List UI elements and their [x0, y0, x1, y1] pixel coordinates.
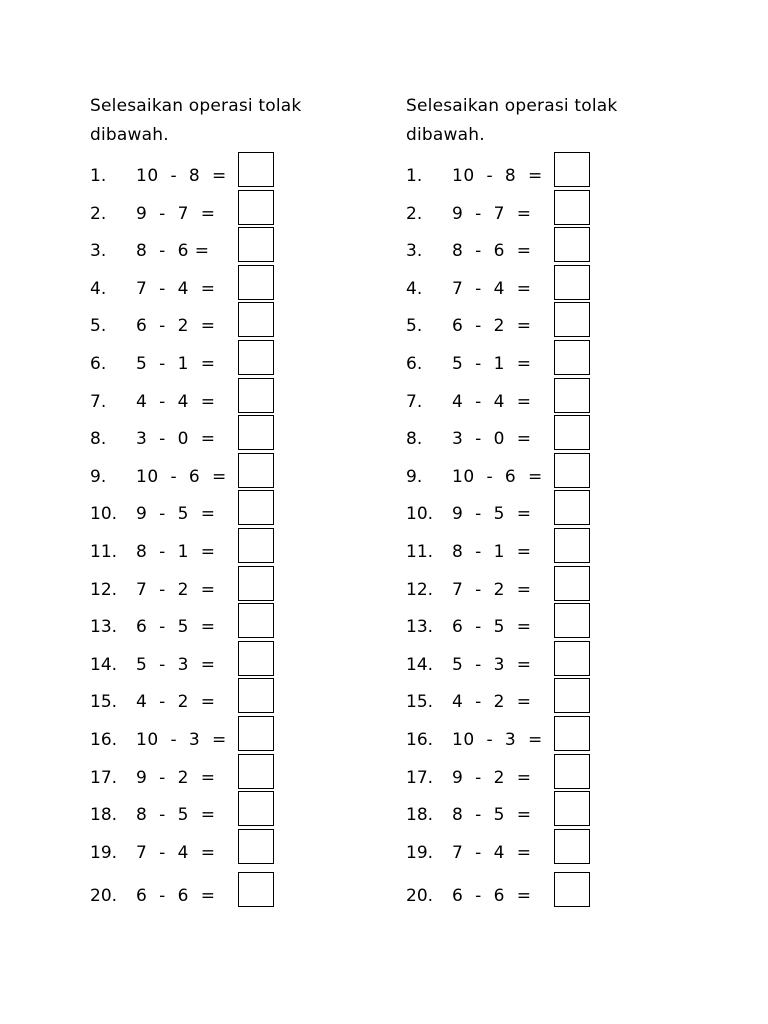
question-number: 11. — [406, 541, 434, 562]
subtraction-expression: 8 - 6 = — [452, 241, 532, 262]
subtraction-expression: 10 - 3 = — [136, 729, 227, 750]
subtraction-expression: 3 - 0 = — [136, 429, 216, 450]
question-number: 12. — [90, 579, 118, 600]
question-number: 15. — [90, 692, 118, 713]
answer-box[interactable] — [554, 190, 590, 225]
question-list — [406, 165, 666, 923]
question-row — [406, 579, 666, 617]
answer-box[interactable] — [238, 190, 274, 225]
subtraction-expression: 5 - 1 = — [452, 353, 532, 374]
answer-box[interactable] — [238, 378, 274, 413]
subtraction-expression: 7 - 4 = — [136, 842, 216, 863]
question-row — [406, 541, 666, 579]
question-number: 7. — [90, 391, 107, 412]
question-row — [406, 842, 666, 880]
question-number: 16. — [406, 729, 434, 750]
answer-box[interactable] — [554, 152, 590, 187]
answer-box[interactable] — [238, 829, 274, 864]
answer-box[interactable] — [238, 453, 274, 488]
question-number: 9. — [406, 466, 423, 487]
subtraction-expression: 8 - 1 = — [136, 541, 216, 562]
answer-box[interactable] — [554, 490, 590, 525]
subtraction-expression: 6 - 5 = — [136, 617, 216, 638]
answer-box[interactable] — [554, 566, 590, 601]
question-row — [90, 466, 350, 504]
answer-box[interactable] — [238, 566, 274, 601]
question-number: 14. — [406, 654, 434, 675]
question-row — [90, 616, 350, 654]
answer-box[interactable] — [238, 340, 274, 375]
subtraction-expression: 6 - 5 = — [452, 617, 532, 638]
question-row — [406, 767, 666, 805]
question-number: 8. — [406, 429, 423, 450]
question-number: 17. — [406, 767, 434, 788]
question-row — [90, 804, 350, 842]
subtraction-expression: 4 - 2 = — [136, 692, 216, 713]
subtraction-expression: 4 - 4 = — [136, 391, 216, 412]
question-number: 6. — [90, 353, 107, 374]
subtraction-expression: 5 - 1 = — [136, 353, 216, 374]
question-number: 13. — [406, 617, 434, 638]
question-row — [90, 315, 350, 353]
question-number: 3. — [406, 241, 423, 262]
question-row — [406, 315, 666, 353]
question-row — [90, 203, 350, 241]
question-row — [90, 391, 350, 429]
subtraction-expression: 9 - 2 = — [136, 767, 216, 788]
question-row — [406, 885, 666, 923]
question-number: 17. — [90, 767, 118, 788]
subtraction-expression: 6 - 6 = — [136, 886, 216, 907]
subtraction-expression: 3 - 0 = — [452, 429, 532, 450]
question-row — [90, 654, 350, 692]
subtraction-expression: 8 - 6 = — [136, 241, 210, 262]
subtraction-expression: 7 - 4 = — [452, 278, 532, 299]
answer-box[interactable] — [554, 872, 590, 907]
question-number: 11. — [90, 541, 118, 562]
subtraction-expression: 6 - 2 = — [136, 316, 216, 337]
question-number: 8. — [90, 429, 107, 450]
question-row — [90, 885, 350, 923]
subtraction-expression: 8 - 5 = — [452, 805, 532, 826]
answer-box[interactable] — [554, 716, 590, 751]
answer-box[interactable] — [238, 641, 274, 676]
question-row — [406, 278, 666, 316]
question-number: 4. — [90, 278, 107, 299]
subtraction-expression: 7 - 4 = — [452, 842, 532, 863]
subtraction-expression: 5 - 3 = — [452, 654, 532, 675]
question-number: 19. — [406, 842, 434, 863]
question-number: 18. — [90, 805, 118, 826]
question-row — [90, 240, 350, 278]
subtraction-expression: 10 - 8 = — [136, 166, 227, 186]
answer-box[interactable] — [238, 528, 274, 563]
subtraction-expression: 9 - 5 = — [136, 504, 216, 525]
subtraction-expression: 4 - 2 = — [452, 692, 532, 713]
subtraction-expression: 9 - 5 = — [452, 504, 532, 525]
question-number: 1. — [90, 166, 107, 186]
answer-box[interactable] — [554, 678, 590, 713]
answer-box[interactable] — [554, 227, 590, 262]
subtraction-expression: 10 - 6 = — [136, 466, 227, 487]
question-row — [90, 729, 350, 767]
question-row — [90, 353, 350, 391]
question-number: 4. — [406, 278, 423, 299]
answer-box[interactable] — [554, 603, 590, 638]
answer-box[interactable] — [238, 872, 274, 907]
question-number: 13. — [90, 617, 118, 638]
question-list — [90, 165, 350, 923]
question-row — [406, 466, 666, 504]
answer-box[interactable] — [554, 791, 590, 826]
question-number: 1. — [406, 166, 423, 186]
question-row — [406, 165, 666, 203]
question-number: 10. — [90, 504, 118, 525]
question-number: 14. — [90, 654, 118, 675]
answer-box[interactable] — [238, 490, 274, 525]
question-number: 5. — [90, 316, 107, 337]
question-row — [406, 353, 666, 391]
subtraction-expression: 7 - 2 = — [452, 579, 532, 600]
question-row — [406, 691, 666, 729]
subtraction-expression: 8 - 1 = — [452, 541, 532, 562]
answer-box[interactable] — [554, 302, 590, 337]
answer-box[interactable] — [554, 265, 590, 300]
question-row — [90, 691, 350, 729]
question-number: 2. — [90, 203, 107, 224]
question-number: 6. — [406, 353, 423, 374]
question-row — [406, 503, 666, 541]
answer-box[interactable] — [238, 227, 274, 262]
question-row — [90, 278, 350, 316]
question-row — [406, 729, 666, 767]
question-number: 16. — [90, 729, 118, 750]
question-row — [90, 503, 350, 541]
question-number: 15. — [406, 692, 434, 713]
subtraction-expression: 10 - 6 = — [452, 466, 543, 487]
answer-box[interactable] — [554, 829, 590, 864]
subtraction-expression: 6 - 2 = — [452, 316, 532, 337]
question-number: 10. — [406, 504, 434, 525]
question-number: 3. — [90, 241, 107, 262]
worksheet-column-left — [90, 92, 350, 923]
question-number: 7. — [406, 391, 423, 412]
subtraction-expression: 5 - 3 = — [136, 654, 216, 675]
question-row — [406, 428, 666, 466]
answer-box[interactable] — [238, 678, 274, 713]
question-row — [406, 203, 666, 241]
subtraction-expression: 9 - 7 = — [452, 203, 532, 224]
answer-box[interactable] — [554, 415, 590, 450]
question-row — [406, 391, 666, 429]
question-row — [90, 165, 350, 203]
question-number: 5. — [406, 316, 423, 337]
subtraction-expression: 7 - 2 = — [136, 579, 216, 600]
answer-box[interactable] — [554, 453, 590, 488]
answer-box[interactable] — [238, 603, 274, 638]
question-row — [90, 767, 350, 805]
question-number: 20. — [406, 886, 434, 907]
question-number: 20. — [90, 886, 118, 907]
question-number: 2. — [406, 203, 423, 224]
answer-box[interactable] — [238, 791, 274, 826]
answer-box[interactable] — [554, 754, 590, 789]
subtraction-expression: 6 - 6 = — [452, 886, 532, 907]
subtraction-expression: 4 - 4 = — [452, 391, 532, 412]
question-row — [406, 654, 666, 692]
question-row — [90, 842, 350, 880]
answer-box[interactable] — [238, 415, 274, 450]
question-number: 18. — [406, 805, 434, 826]
question-row — [406, 804, 666, 842]
answer-box[interactable] — [238, 152, 274, 187]
question-row — [90, 541, 350, 579]
question-row — [406, 616, 666, 654]
answer-box[interactable] — [554, 528, 590, 563]
question-number: 12. — [406, 579, 434, 600]
answer-box[interactable] — [238, 754, 274, 789]
answer-box[interactable] — [238, 716, 274, 751]
question-row — [90, 579, 350, 617]
instruction-text: Selesaikan operasi tolak dibawah. — [90, 96, 302, 145]
answer-box[interactable] — [238, 302, 274, 337]
subtraction-expression: 8 - 5 = — [136, 805, 216, 826]
worksheet-column-right — [406, 92, 666, 923]
subtraction-expression: 7 - 4 = — [136, 278, 216, 299]
question-row — [90, 428, 350, 466]
question-number: 19. — [90, 842, 118, 863]
subtraction-expression: 9 - 7 = — [136, 203, 216, 224]
instruction-text: Selesaikan operasi tolak dibawah. — [406, 96, 618, 145]
question-row — [406, 240, 666, 278]
answer-box[interactable] — [238, 265, 274, 300]
subtraction-expression: 10 - 8 = — [452, 166, 543, 186]
answer-box[interactable] — [554, 641, 590, 676]
answer-box[interactable] — [554, 378, 590, 413]
subtraction-expression: 10 - 3 = — [452, 729, 543, 750]
answer-box[interactable] — [554, 340, 590, 375]
question-number: 9. — [90, 466, 107, 487]
subtraction-expression: 9 - 2 = — [452, 767, 532, 788]
